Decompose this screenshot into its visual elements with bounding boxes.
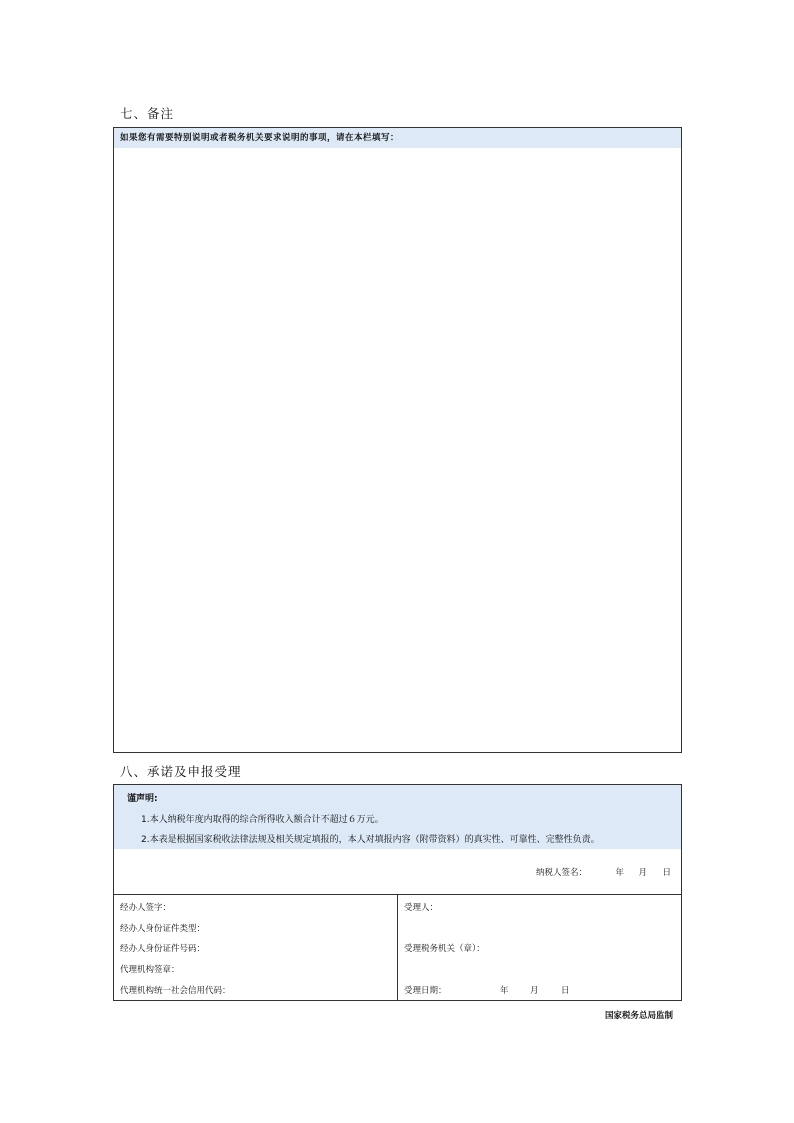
column-divider xyxy=(397,895,398,1001)
signature-month: 月 xyxy=(638,868,647,878)
signature-year: 年 xyxy=(615,868,624,878)
signature-day: 日 xyxy=(662,868,671,878)
receipt-date-day: 日 xyxy=(561,986,570,996)
declaration-block xyxy=(114,785,681,849)
declaration-line-1: 1.本人纳税年度内取得的综合所得收入额合计不超过６万元。 xyxy=(141,815,384,825)
remarks-hint: 如果您有需要特别说明或者税务机关要求说明的事项，请在本栏填写： xyxy=(114,128,681,148)
agent-id-number-field[interactable]: 经办人身份证件号码： xyxy=(120,944,206,954)
receipt-date-year: 年 xyxy=(500,986,509,996)
section-title-remarks: 七、备注 xyxy=(120,106,175,121)
agency-seal-field[interactable]: 代理机构签章： xyxy=(120,965,180,975)
agent-signature-field[interactable]: 经办人签字： xyxy=(120,903,172,913)
receiver-field[interactable]: 受理人： xyxy=(404,903,439,913)
declaration-title: 谨声明: xyxy=(127,794,158,804)
receiving-tax-authority-field[interactable]: 受理税务机关（章）： xyxy=(404,944,485,954)
agent-id-type-field[interactable]: 经办人身份证件类型： xyxy=(120,924,206,934)
commitment-box xyxy=(113,784,682,1001)
remarks-box[interactable] xyxy=(113,127,682,753)
agency-credit-code-field[interactable]: 代理机构统一社会信用代码： xyxy=(120,986,231,996)
receipt-date-field[interactable]: 受理日期： xyxy=(404,986,447,996)
issuer-footer: 国家税务总局监制 xyxy=(604,1011,673,1021)
taxpayer-signature-label: 纳税人签名： xyxy=(535,868,587,878)
section-title-commitment: 八、承诺及申报受理 xyxy=(120,764,242,779)
declaration-line-2: 2.本表是根据国家税收法律法规及相关规定填报的，本人对填报内容（附带资料）的真实性、可靠性、完整性负责。 xyxy=(141,835,600,845)
acceptance-table xyxy=(114,894,681,1001)
receipt-date-month: 月 xyxy=(530,986,539,996)
